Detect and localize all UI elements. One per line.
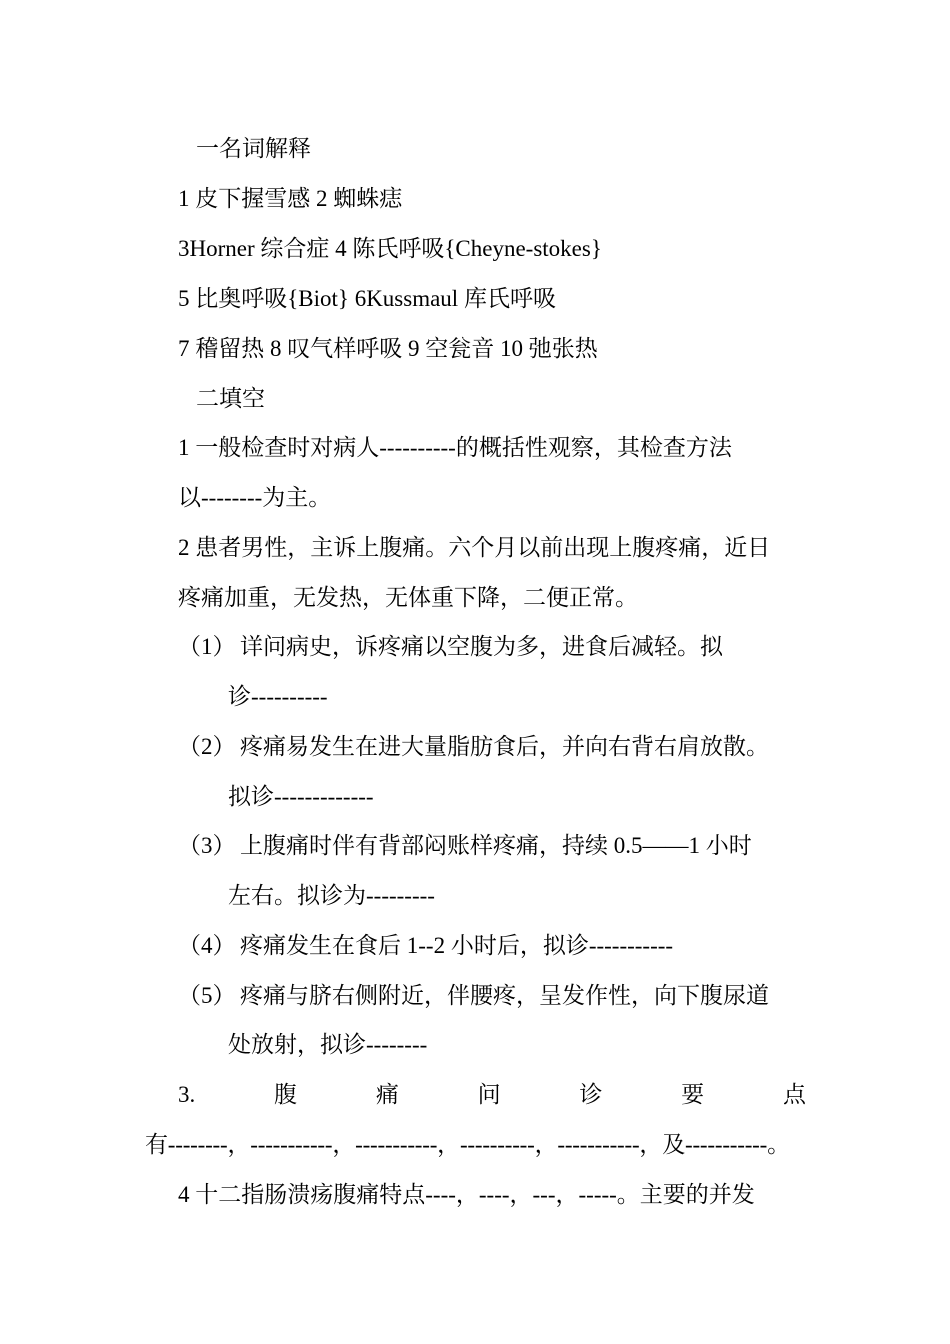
sub-item-4 [178, 931, 673, 961]
sub-item-text: 疼痛易发生在进大量脂肪食后，并向右背右肩放散。 [240, 734, 769, 759]
sub-item-1-continuation: 诊---------- [228, 684, 328, 709]
sub-item-5-continuation: 处放射，拟诊-------- [228, 1032, 428, 1057]
sub-item-1 [178, 632, 723, 662]
section-title-definitions: 一名词解释 [196, 136, 311, 161]
question-3-line-1 [178, 1080, 806, 1110]
term-line: 7 稽留热 8 叹气样呼吸 9 空瓮音 10 弛张热 [178, 336, 598, 361]
sub-item-text: 疼痛发生在食后 1--2 小时后，拟诊----------- [240, 933, 674, 958]
sub-item-text: 疼痛与脐右侧附近，伴腰疼，呈发作性，向下腹尿道 [240, 983, 769, 1008]
sub-item-2 [178, 732, 769, 762]
question-3-char: 腹 [274, 1082, 298, 1107]
sub-item-2-continuation: 拟诊------------- [228, 784, 374, 809]
question-1-line-2: 以--------为主。 [178, 485, 332, 510]
sub-item-3-continuation: 左右。拟诊为--------- [228, 883, 435, 908]
question-3-char: 3. [178, 1082, 196, 1107]
section-title-fill-blank: 二填空 [196, 386, 265, 411]
term-line: 5 比奥呼吸{Biot} 6Kussmaul 库氏呼吸 [178, 286, 556, 311]
term-line: 3Horner 综合症 4 陈氏呼吸{Cheyne-stokes} [178, 236, 602, 261]
sub-item-3 [178, 831, 752, 861]
sub-item-text: 详问病史，诉疼痛以空腹为多，进食后减轻。拟 [240, 634, 723, 659]
question-3-char: 问 [477, 1082, 501, 1107]
question-3-char: 痛 [375, 1082, 399, 1107]
sub-item-number: （3） [178, 833, 236, 858]
question-3-char: 诊 [579, 1082, 603, 1107]
sub-item-5 [178, 981, 769, 1011]
question-4-line-1: 4 十二指肠溃疡腹痛特点----，----，---，-----。主要的并发 [178, 1182, 755, 1207]
question-1-line-1: 1 一般检查时对病人----------的概括性观察，其检查方法 [178, 435, 732, 460]
term-line: 1 皮下握雪感 2 蜘蛛痣 [178, 186, 403, 211]
question-3-char: 要 [681, 1082, 705, 1107]
sub-item-number: （2） [178, 734, 236, 759]
sub-item-text: 上腹痛时伴有背部闷账样疼痛，持续 0.5——1 小时 [240, 833, 752, 858]
sub-item-number: （1） [178, 634, 236, 659]
question-2-line-2: 疼痛加重，无发热，无体重下降，二便正常。 [178, 585, 638, 610]
question-2-line-1: 2 患者男性，主诉上腹痛。六个月以前出现上腹疼痛，近日 [178, 535, 771, 560]
question-3-char: 点 [782, 1082, 806, 1107]
sub-item-number: （5） [178, 983, 236, 1008]
question-3-line-2: 有--------，-----------，-----------，----------，-----------，及-----------。 [145, 1132, 790, 1157]
sub-item-number: （4） [178, 933, 236, 958]
